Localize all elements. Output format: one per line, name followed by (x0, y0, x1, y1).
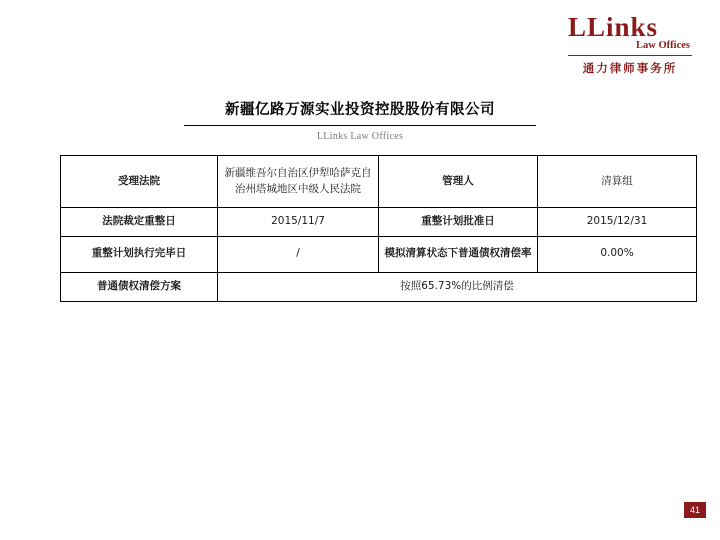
logo-tagline: Law Offices (636, 40, 690, 51)
cell-value-plan-approval-date: 2015/12/31 (538, 208, 697, 237)
logo-divider (568, 55, 692, 56)
title-underline (184, 125, 536, 126)
cell-value-simulated-repayment-rate: 0.00% (538, 236, 697, 272)
cell-value-administrator: 清算组 (538, 156, 697, 208)
table-row (61, 236, 697, 272)
cell-label-plan-completion-date: 重整计划执行完毕日 (61, 236, 218, 272)
restructuring-info-table (60, 155, 660, 302)
logo-chinese-name: 通力律师事务所 (582, 60, 678, 75)
cell-label-plan-approval-date: 重整计划批准日 (379, 208, 538, 237)
cell-value-repayment-plan: 按照65.73%的比例清偿 (218, 272, 697, 301)
cell-value-court: 新疆维吾尔自治区伊犁哈萨克自治州塔城地区中级人民法院 (218, 156, 379, 208)
table-row (61, 156, 697, 208)
cell-value-plan-completion-date: / (218, 236, 379, 272)
cell-label-repayment-plan: 普通债权清偿方案 (61, 272, 218, 301)
logo-wordmark: LLinks (568, 12, 659, 42)
page-number-badge: 41 (684, 502, 706, 518)
company-logo (566, 14, 694, 76)
cell-label-ruling-date: 法院裁定重整日 (61, 208, 218, 237)
table-row (61, 272, 697, 301)
cell-label-court: 受理法院 (61, 156, 218, 208)
cell-label-administrator: 管理人 (379, 156, 538, 208)
page-subtitle: LLinks Law Offices (316, 131, 404, 142)
cell-value-ruling-date: 2015/11/7 (218, 208, 379, 237)
title-section (0, 98, 720, 142)
page-title: 新疆亿路万源实业投资控股股份有限公司 (225, 102, 495, 118)
table-row (61, 208, 697, 237)
cell-label-simulated-repayment-rate: 模拟清算状态下普通债权清偿率 (379, 236, 538, 272)
